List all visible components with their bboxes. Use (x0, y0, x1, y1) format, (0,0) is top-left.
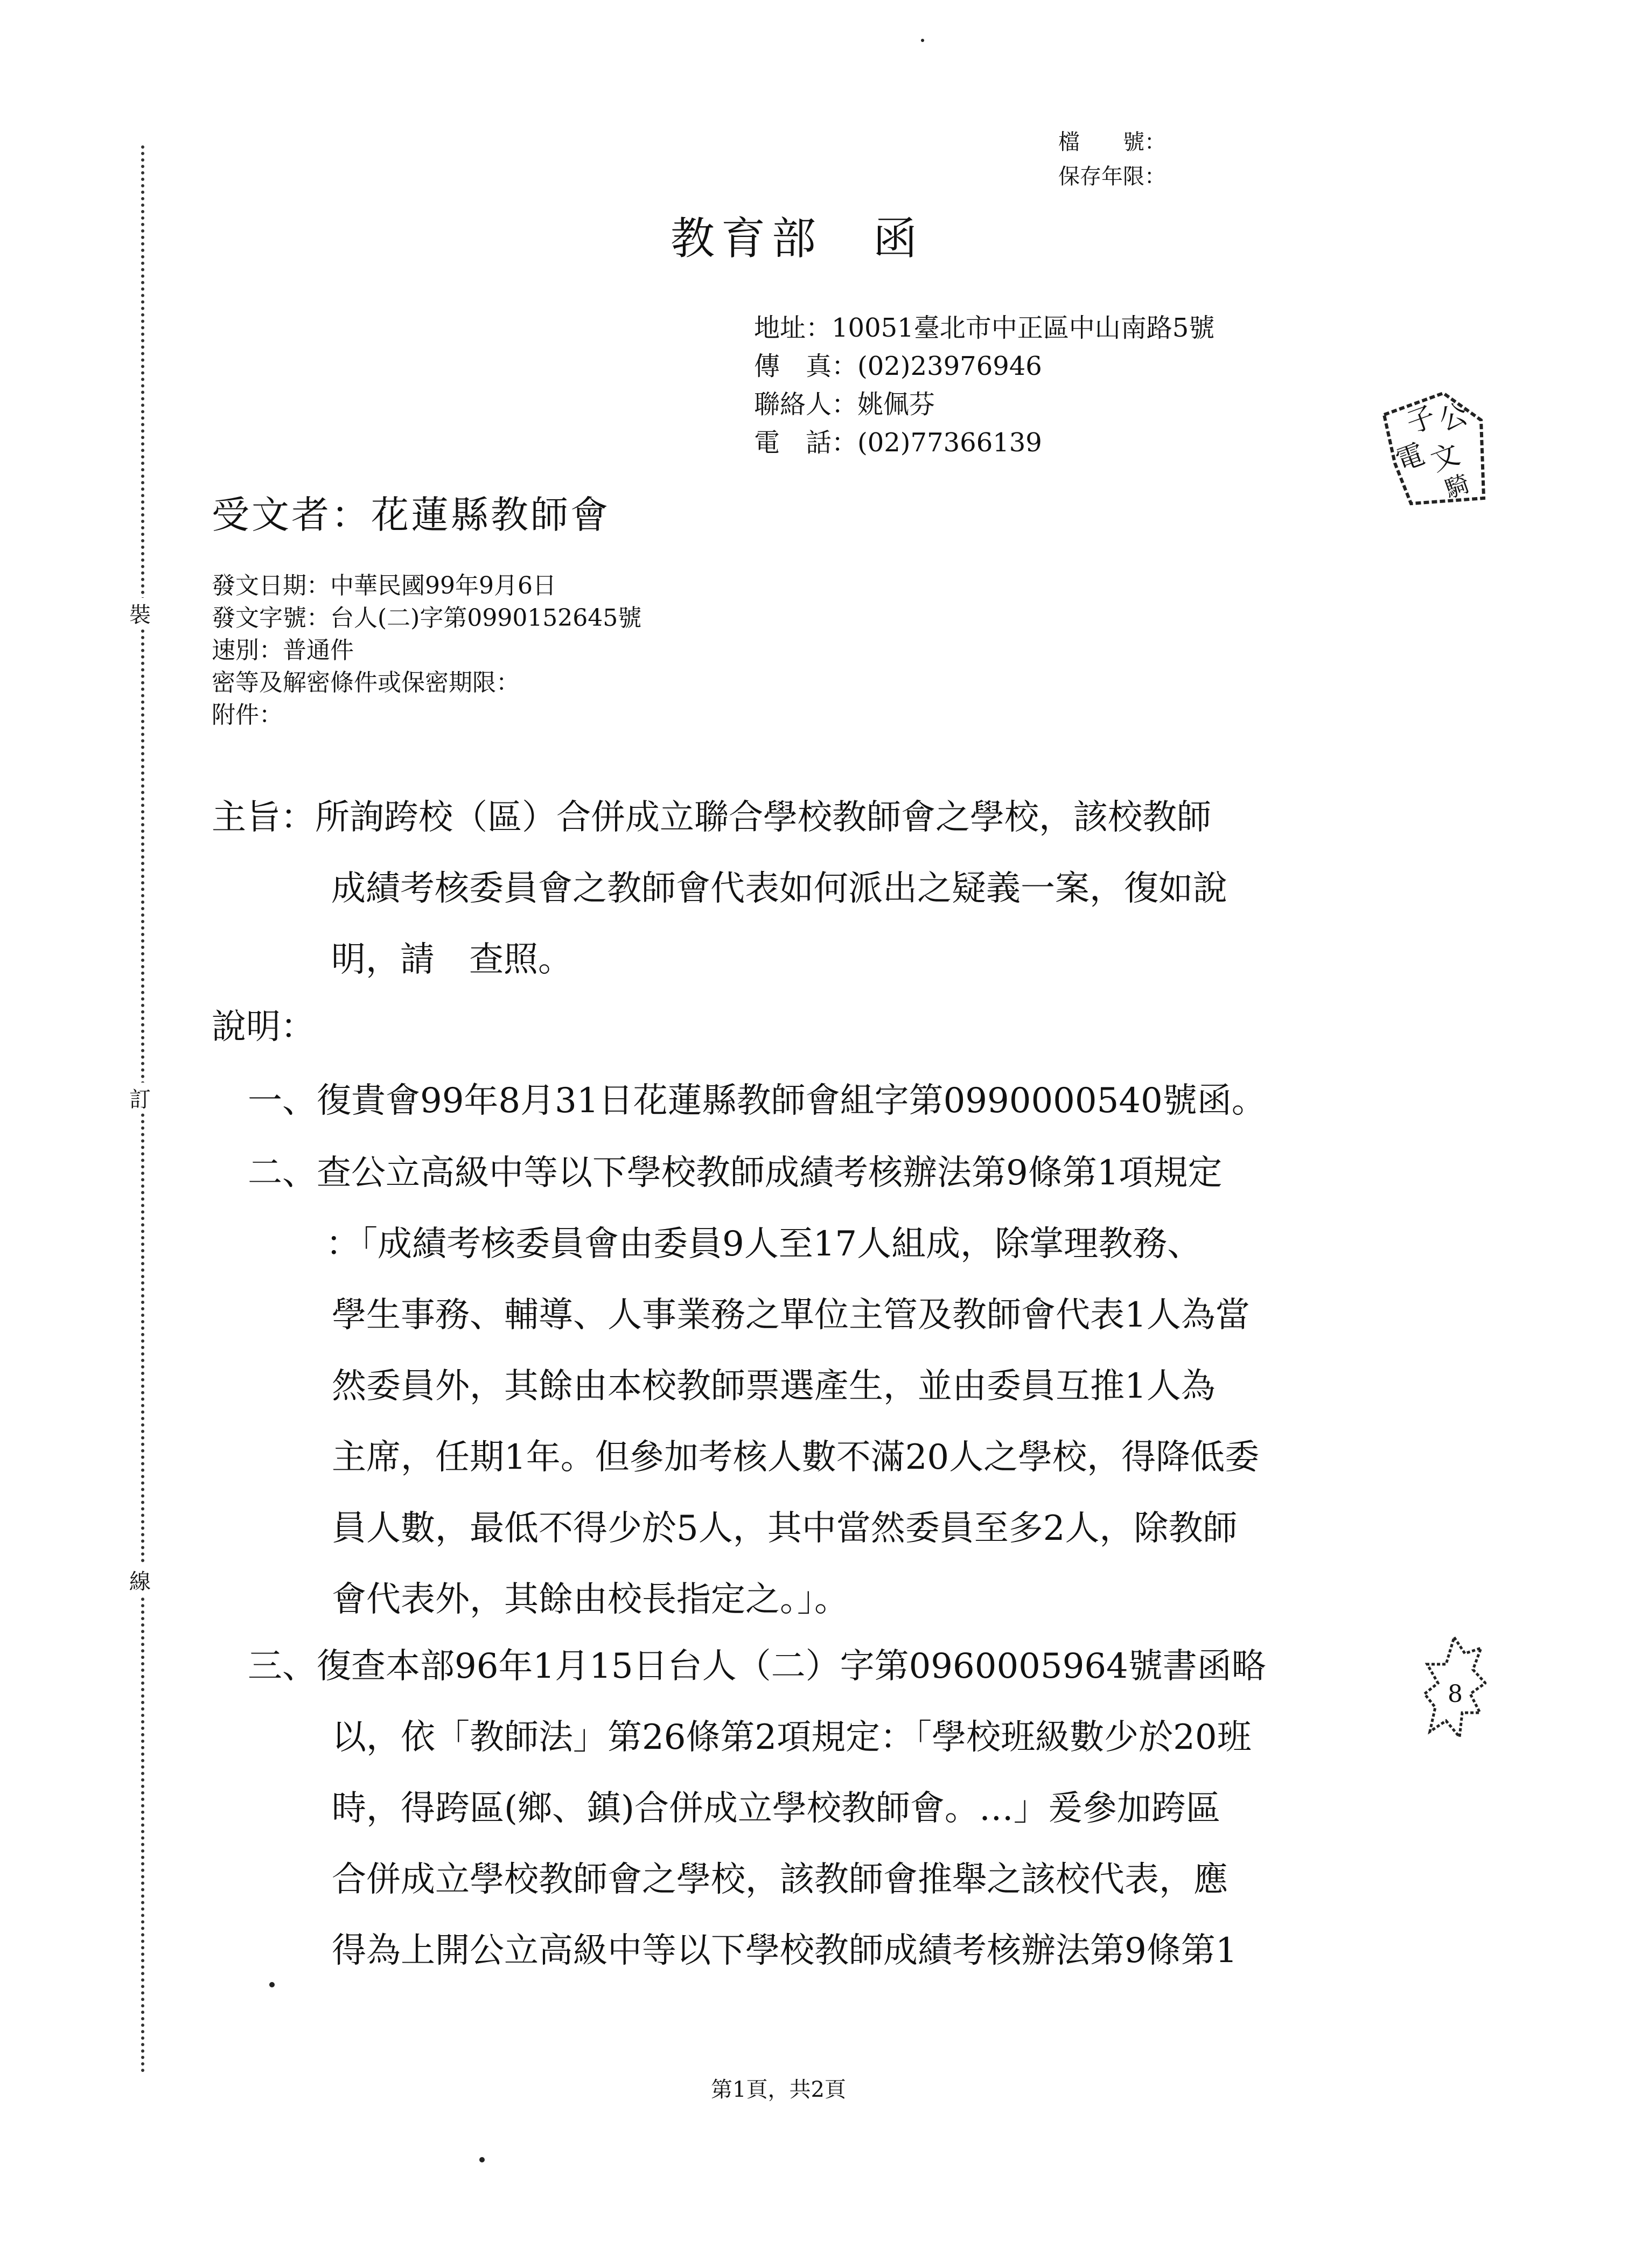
file-meta (1058, 125, 1166, 194)
explanation-item-3 (248, 1631, 1266, 1986)
sender-contact: 聯絡人：姚佩芬 (754, 389, 935, 420)
delivery-speed: 速別：普通件 (212, 637, 354, 664)
item-line: ：「成績考核委員會由委員9人至17人組成，除掌理教務、 (326, 1224, 1202, 1264)
item-line: 員人數，最低不得少於5人，其中當然委員至多2人，除教師 (332, 1509, 1238, 1548)
item-line: 一、復貴會99年8月31日花蓮縣教師會組字第0990000540號函。 (248, 1081, 1266, 1121)
svg-text:電: 電 (1391, 438, 1429, 478)
item-line: 會代表外，其餘由校長指定之。」。 (332, 1580, 849, 1620)
sender-phone: 電 話：(02)77366139 (754, 428, 1042, 458)
document-number: 發文字號：台人(二)字第0990152645號 (212, 604, 642, 632)
page-number: 第1頁，共2頁 (711, 2077, 846, 2102)
scan-speck (921, 39, 924, 42)
electronic-document-stamp (1379, 382, 1486, 506)
sender-fax: 傳 真：(02)23976946 (754, 351, 1042, 381)
item-line: 合併成立學校教師會之學校，該教師會推舉之該校代表，應 (332, 1860, 1228, 1900)
item-line: 然委員外，其餘由本校教師票選產生，並由委員互推1人為 (332, 1366, 1216, 1406)
explanation-item-1 (248, 1065, 1266, 1136)
issue-date: 發文日期：中華民國99年9月6日 (212, 572, 556, 599)
item-line: 以，依「教師法」第26條第2項規定：「學校班級數少於20班 (332, 1718, 1252, 1757)
sender-address-block (754, 309, 1214, 462)
attachments: 附件： (212, 701, 283, 729)
explanation-item-2 (248, 1138, 1259, 1635)
retention-period: 保存年限： (1058, 164, 1166, 189)
svg-text:公: 公 (1434, 397, 1472, 438)
page-seal-number: 8 (1448, 1680, 1463, 1708)
secrecy-level: 密等及解密條件或保密期限： (212, 669, 520, 696)
item-line: 學生事務、輔導、人事業務之單位主管及教師會代表1人為當 (332, 1295, 1250, 1335)
binding-mark-bottom: 線 (129, 1565, 151, 1595)
subject-line: 明，請 查照。 (331, 940, 572, 980)
binding-mark-top: 裝 (129, 598, 151, 629)
item-line: 主席，任期1年。但參加考核人數不滿20人之學校，得降低委 (332, 1437, 1260, 1477)
recipient: 受文者：花蓮縣教師會 (212, 493, 610, 537)
subject-section (212, 782, 1227, 995)
document-info (212, 570, 641, 731)
sender-address: 地址：10051臺北市中正區中山南路5號 (754, 313, 1215, 343)
scan-speck (269, 1982, 275, 1987)
subject-line: 成績考核委員會之教師會代表如何派出之疑義一案，復如說 (331, 869, 1227, 909)
svg-text:騎: 騎 (1441, 470, 1474, 504)
item-line: 時，得跨區(鄉、鎮)合併成立學校教師會。…」爰參加跨區 (332, 1789, 1220, 1829)
svg-text:文: 文 (1426, 438, 1464, 478)
explanation-label: 說明： (212, 1007, 315, 1047)
item-line: 二、查公立高級中等以下學校教師成績考核辦法第9條第1項規定 (248, 1153, 1223, 1193)
document-title: 教育部 函 (671, 213, 924, 264)
binding-mark-middle: 訂 (129, 1083, 151, 1113)
svg-text:子: 子 (1402, 400, 1440, 441)
item-line: 三、復查本部96年1月15日台人（二）字第0960005964號書函略 (248, 1646, 1266, 1686)
page-seal (1422, 1632, 1486, 1750)
subject-line: 主旨：所詢跨校（區）合併成立聯合學校教師會之學校，該校教師 (212, 798, 1211, 838)
item-line: 得為上開公立高級中等以下學校教師成績考核辦法第9條第1 (332, 1931, 1238, 1971)
file-number: 檔 號： (1058, 130, 1166, 155)
scan-speck (479, 2157, 485, 2162)
